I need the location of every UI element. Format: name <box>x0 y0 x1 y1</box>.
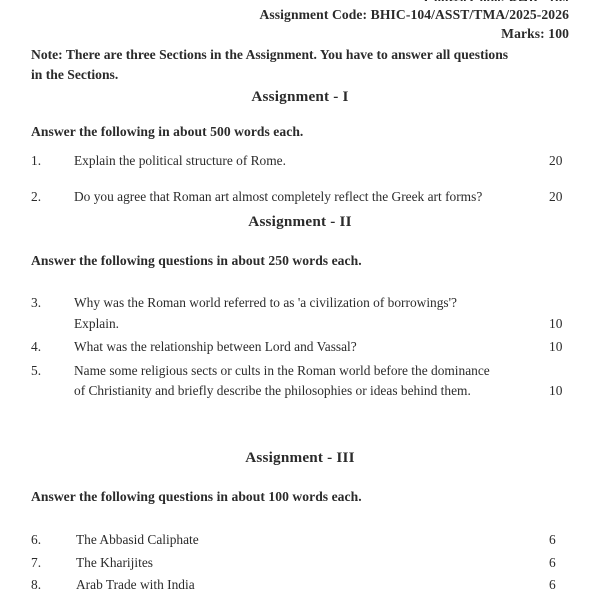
question-row <box>31 361 569 402</box>
total-marks-line: Marks: 100 <box>501 26 569 41</box>
question-marks: 10 <box>549 383 563 398</box>
question-number: 5. <box>31 362 42 378</box>
question-text-line-1: Name some religious sects or cults in the Roman world before the dominance <box>74 362 490 378</box>
question-number: 1. <box>31 153 42 168</box>
question-marks: 6 <box>549 532 556 547</box>
note-line-1: Note: There are three Sections in the Assignment. You have to answer all questions <box>31 47 509 62</box>
section-instruction-2: Answer the following questions in about 250 words each. <box>31 253 362 268</box>
section-assignment-2 <box>31 213 569 402</box>
section-heading-2: Assignment - II <box>248 213 352 230</box>
section-instruction-1: Answer the following in about 500 words each. <box>31 124 304 139</box>
question-number: 2. <box>31 188 42 204</box>
document-header <box>31 0 569 43</box>
question-marks: 20 <box>549 188 563 204</box>
question-text: The Kharijites <box>76 554 153 570</box>
question-text-line-1: Why was the Roman world referred to as 'a civilization of borrowings'? <box>74 295 457 310</box>
question-number: 4. <box>31 339 42 354</box>
question-row <box>31 575 569 596</box>
section-assignment-3 <box>31 449 569 596</box>
question-marks: 10 <box>549 339 563 354</box>
question-text: The Abbasid Caliphate <box>76 532 199 547</box>
section-assignment-1 <box>31 88 569 207</box>
question-row <box>31 187 569 208</box>
question-number: 8. <box>31 577 42 592</box>
question-text: What was the relationship between Lord and Vassal? <box>74 339 357 354</box>
note-paragraph <box>31 45 569 84</box>
question-marks: 6 <box>549 577 556 592</box>
assignment-code-line: Assignment Code: BHIC-104/ASST/TMA/2025-2026 <box>259 7 569 22</box>
question-row <box>31 553 569 574</box>
question-text: Arab Trade with India <box>76 577 195 592</box>
question-marks: 20 <box>549 153 563 168</box>
question-number: 3. <box>31 295 42 310</box>
question-text-line-2: of Christianity and briefly describe the philosophies or ideas behind them. <box>74 383 471 398</box>
question-text: Do you agree that Roman art almost completely reflect the Greek art forms? <box>74 188 483 204</box>
question-number: 7. <box>31 554 42 570</box>
section-heading-1: Assignment - I <box>251 88 349 105</box>
question-text-line-2: Explain. <box>74 315 119 331</box>
question-marks: 10 <box>549 315 563 331</box>
question-row <box>31 337 569 358</box>
question-text: Explain the political structure of Rome. <box>74 153 286 168</box>
section-instruction-3: Answer the following questions in about 100 words each. <box>31 489 362 504</box>
question-marks: 6 <box>549 554 556 570</box>
note-line-2: in the Sections. <box>31 66 119 82</box>
question-row <box>31 151 569 172</box>
section-heading-3: Assignment - III <box>245 449 355 466</box>
question-number: 6. <box>31 532 42 547</box>
course-code-line <box>31 0 569 1</box>
question-row <box>31 530 569 551</box>
question-row <box>31 293 569 334</box>
